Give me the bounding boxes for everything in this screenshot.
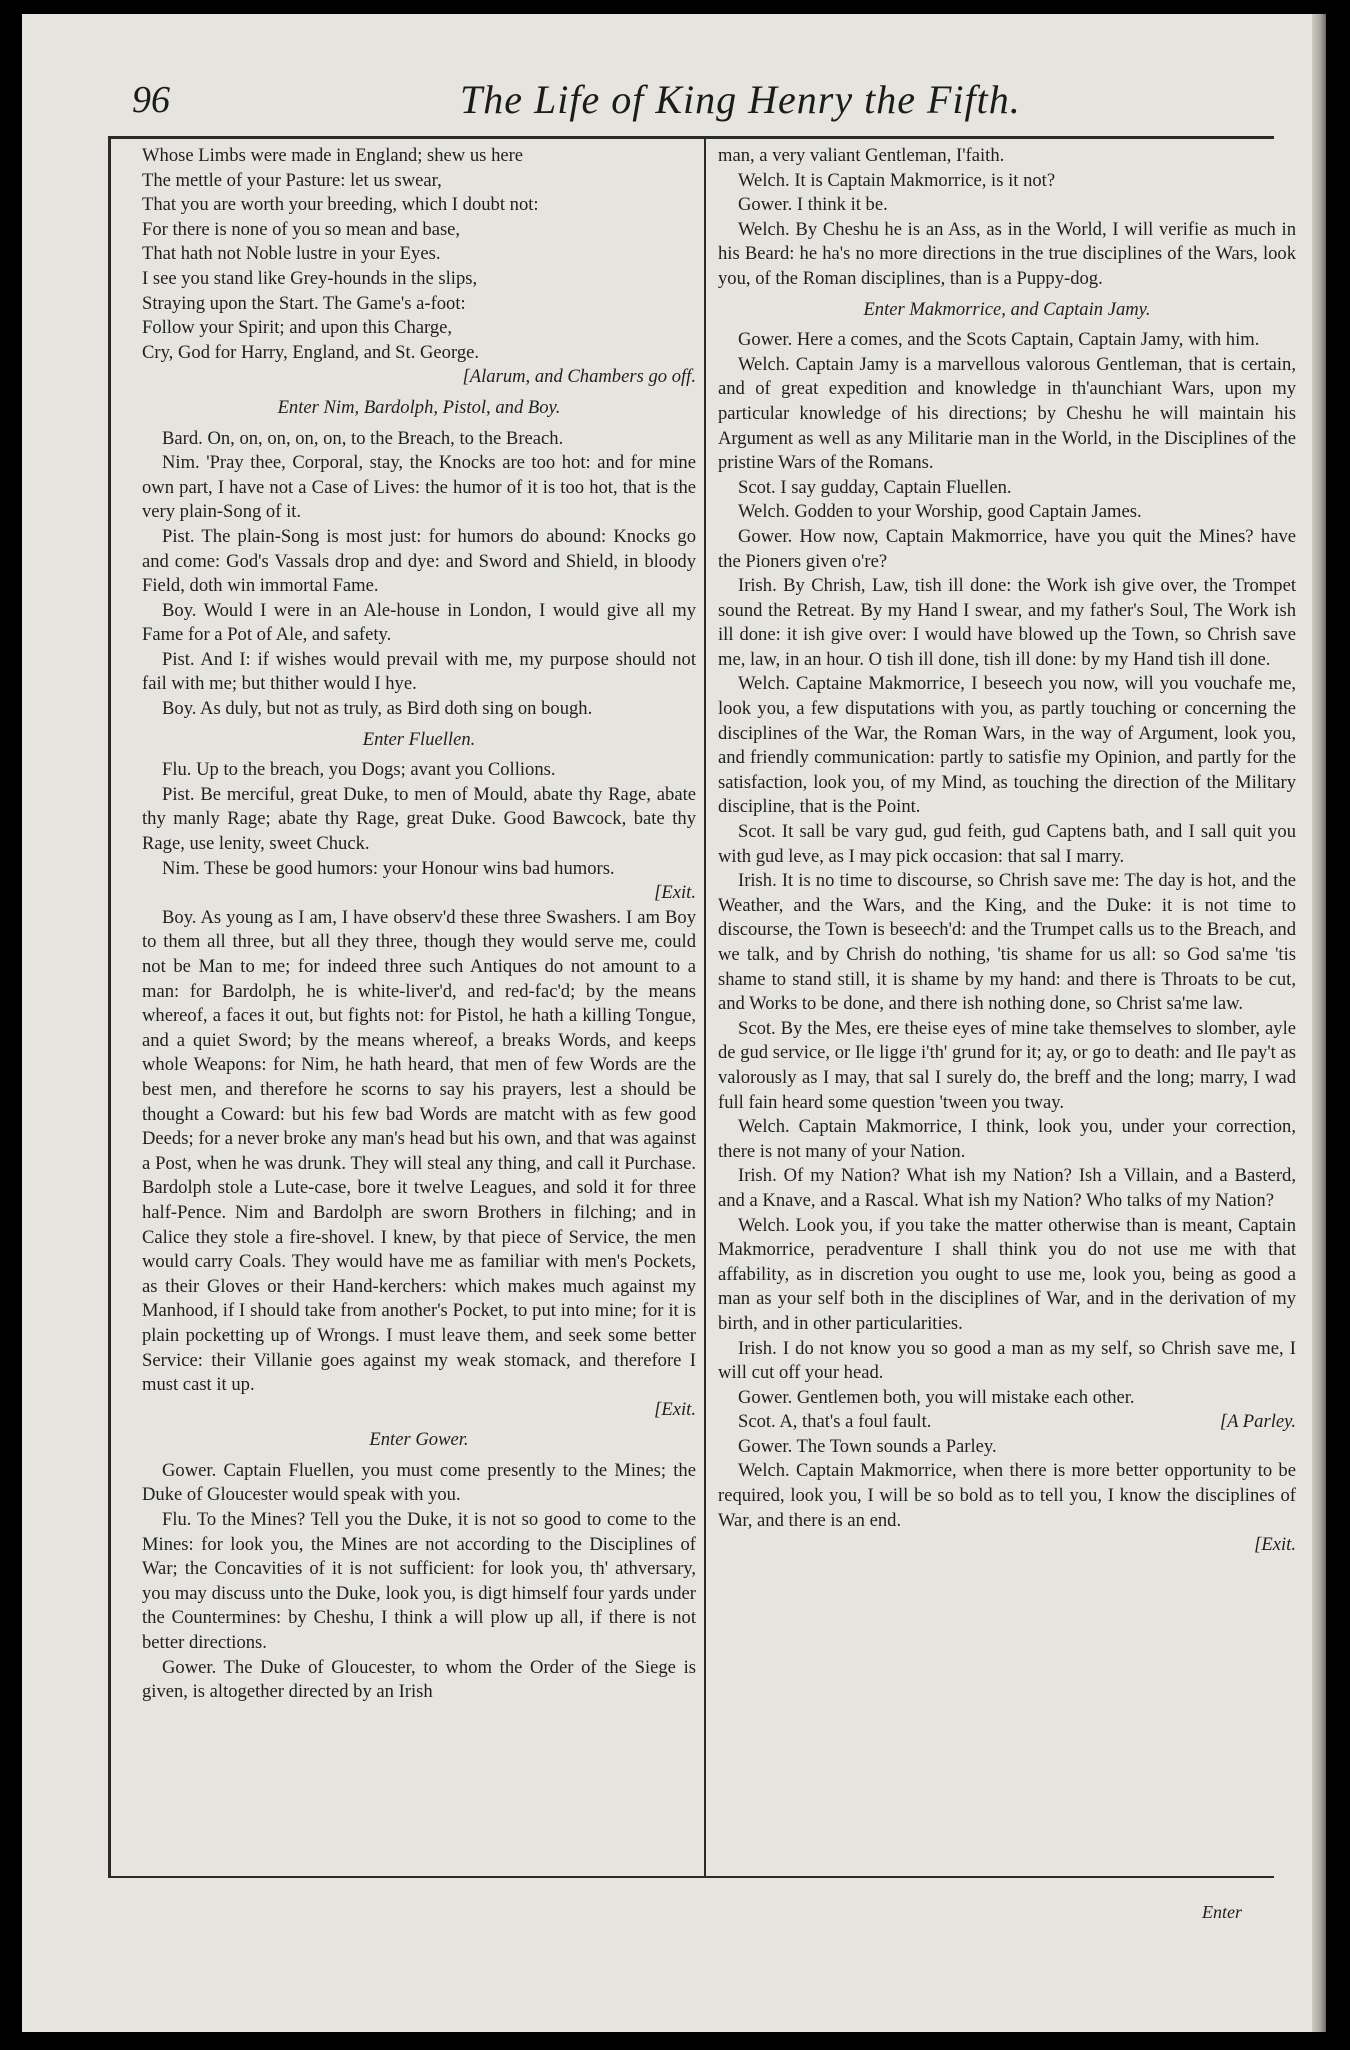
verse-line: That you are worth your breeding, which I doubt not: xyxy=(142,194,539,216)
verse-line: The mettle of your Pasture: let us swear, xyxy=(142,169,442,191)
page-number: 96 xyxy=(132,79,170,121)
speech: Irish. I do not know you so good a man as my self, so Chrish save me, I will cut off your head. xyxy=(718,1337,1296,1384)
top-rule xyxy=(108,136,1274,139)
left-rule xyxy=(108,136,111,1876)
verse-line: I see you stand like Grey-hounds in the slips, xyxy=(142,267,478,289)
verse-line: Whose Limbs were made in England; shew us here xyxy=(142,145,524,166)
speech: Gower. The Town sounds a Parley. xyxy=(738,1435,997,1457)
running-title: The Life of King Henry the Fifth. xyxy=(460,77,1021,122)
speech: Gower. Gentlemen both, you will mistake each other. xyxy=(738,1386,1135,1408)
verse-line: Cry, God for Harry, England, and St. George. xyxy=(142,341,480,363)
stage-direction: Enter Gower. xyxy=(369,1429,469,1451)
speech: Gower. The Duke of Gloucester, to whom the Order of the Siege is given, is altogether directed by an Irish xyxy=(142,1656,696,1703)
speech: Boy. As young as I am, I have observ'd these three Swashers. I am Boy to them all three, but all they three, though they would serve me, could not be Man to me; for indeed three such Antiques do not amount to a man: for Bardolph, he is white-liver'd, and red-fac'd; by the means whereof, a faces it out, but fights not: for Pistol, he hath a killing Tongue, and a quiet Sword; by the means whereof, a breaks Words, and keeps whole Weapons: for Nim, he hath heard, that men of few Words are the best men, and therefore he scorns to say his prayers, lest a should be thought a Coward: but his few bad Words are matcht with as few good Deeds; for a never broke any man's head but his own, and that was against a Post, when he was drunk. They will steal any thing, and call it Purchase. Bardolph stole a Lute-case, bore it twelve Leagues, and sold it for three half-Pence. Nim and Bardolph are sworn Brothers in filching; and in Calice they stole a fire-shovel. I knew, by that piece of Service, the men would carry Coals. They would have me as familiar with men's Pockets, as their Gloves or their Hand-kerchers: which makes much against my Manhood, if I should take from another's Pocket, to put into mine; for it is plain pocketting up of Wrongs. I must leave them, and seek some better Service: their Villanie goes against my weak stomack, and therefore I must cast it up. xyxy=(142,906,696,1396)
speech: Gower. How now, Captain Makmorrice, have you quit the Mines? have the Pioners given o're? xyxy=(718,525,1296,572)
speech: Nim. 'Pray thee, Corporal, stay, the Knocks are too hot: and for mine own part, I have not a Case of Lives: the humor of it is too hot, that is the very plain-Song of it. xyxy=(142,452,696,523)
speech xyxy=(718,1410,1296,1435)
catchword: Enter xyxy=(1202,1902,1242,1922)
speech: Welch. Look you, if you take the matter otherwise than is meant, Captain Makmorrice, peradventure I shall think you do not use me with that affability, as in discretion you ought to use me, look you, being as good a man as your self both in the disciplines of War, and in the derivation of my birth, and in other particularities. xyxy=(718,1214,1296,1334)
speech: Pist. And I: if wishes would prevail with me, my purpose should not fail with me; but thither would I hye. xyxy=(142,648,696,695)
speech: man, a very valiant Gentleman, I'faith. xyxy=(718,145,1005,166)
right-column xyxy=(718,144,1296,1842)
stage-direction: Enter Nim, Bardolph, Pistol, and Boy. xyxy=(277,396,561,418)
speech: Welch. By Cheshu he is an Ass, as in the World, I will verifie as much in his Beard: he ha's no more directions in the true disciplines of the Wars, look you, of the Roman disciplines, than is a Puppy-dog. xyxy=(718,218,1296,289)
speech: Irish. It is no time to discourse, so Chrish save me: The day is hot, and the Weather, and the Wars, and the King, and the Duke: it is not time to discourse, the Town is beseech'd: and the Trumpet calls us to the Breach, and we talk, and by Chrish do nothing, 'tis shame for us all: so God sa'me 'tis shame to stand still, it is shame by my hand: and there is Throats to be cut, and Works to be done, and there ish nothing done, so Christ sa'me law. xyxy=(718,870,1296,1015)
stage-direction: [Exit. xyxy=(654,1398,696,1420)
speech: Gower. Here a comes, and the Scots Captain, Captain Jamy, with him. xyxy=(738,329,1260,351)
speech: Gower. Captain Fluellen, you must come presently to the Mines; the Duke of Gloucester would speak with you. xyxy=(142,1459,696,1506)
speech: Pist. Be merciful, great Duke, to men of Mould, abate thy Rage, abate thy manly Rage; abate thy Rage, great Duke. Good Bawcock, bate thy Rage, use lenity, sweet Chuck. xyxy=(142,783,696,855)
verse-line: That hath not Noble lustre in your Eyes. xyxy=(142,243,441,265)
speech: Welch. Godden to your Worship, good Captain James. xyxy=(738,501,1142,523)
speech: Gower. I think it be. xyxy=(738,194,888,216)
verse-line: For there is none of you so mean and base, xyxy=(142,218,461,240)
page-edge xyxy=(1312,14,1326,2032)
left-column xyxy=(142,144,696,1842)
stage-direction: [Exit. xyxy=(1254,1534,1296,1556)
stage-direction: Enter Makmorrice, and Captain Jamy. xyxy=(863,298,1151,320)
speech: Welch. Captain Makmorrice, when there is more better opportunity to be required, look you, I will be so bold as to tell you, I know the disciplines of War, and there is an end. xyxy=(718,1460,1296,1531)
speech: Irish. By Chrish, Law, tish ill done: the Work ish give over, the Trompet sound the Retreat. By my Hand I swear, and my father's Soul, The Work ish ill done: it ish give over: I would have blowed up the Town, so Chrish save me, law, in an hour. O tish ill done, tish ill done: by my Hand tish ill done. xyxy=(718,575,1296,670)
speech: Scot. By the Mes, ere theise eyes of mine take themselves to slomber, ayle de gud service, or Ile ligge i'th' grund for it; ay, or go to death: and Ile pay't as valorously as I may, that sal I surely do, the breff and the long; marry, I wad full fain heard some question 'tween you tway. xyxy=(718,1017,1296,1113)
column-divider xyxy=(704,136,706,1876)
verse-line: Follow your Spirit; and upon this Charge, xyxy=(142,317,453,339)
bottom-rule xyxy=(108,1876,1274,1878)
speech: Welch. Captaine Makmorrice, I beseech you now, will you vouchafe me, look you, a few disputations with you, as partly touching or concerning the disciplines of the War, the Roman Wars, in the way of Argument, look you, and friendly communication: partly to satisfie my Opinion, and partly for the satisfaction, look you, of my Mind, as touching the direction of the Military discipline, that is the Point. xyxy=(718,673,1296,818)
stage-direction: [A Parley. xyxy=(1219,1411,1296,1433)
speech: Flu. Up to the breach, you Dogs; avant you Collions. xyxy=(162,759,556,781)
speech: Bard. On, on, on, on, on, to the Breach, to the Breach. xyxy=(162,427,564,449)
speech-text: Scot. A, that's a foul fault. xyxy=(738,1411,932,1433)
stage-direction: Enter Fluellen. xyxy=(362,728,476,750)
speech: Boy. As duly, but not as truly, as Bird doth sing on bough. xyxy=(162,698,593,720)
speech: Nim. These be good humors: your Honour wins bad humors. xyxy=(162,857,615,879)
speech: Welch. Captain Jamy is a marvellous valorous Gentleman, that is certain, and of great expedition and knowledge in th'aunchiant Wars, upon my particular knowledge of his directions; by Cheshu he will maintain his Argument as well as any Militarie man in the World, in the Disciplines of the pristine Wars of the Romans. xyxy=(718,353,1296,474)
stage-direction: [Exit. xyxy=(654,882,696,904)
stage-direction: [Alarum, and Chambers go off. xyxy=(462,366,696,388)
book-page xyxy=(22,14,1326,2032)
speech: Welch. It is Captain Makmorrice, is it not? xyxy=(738,169,1056,191)
speech: Scot. It sall be vary gud, gud feith, gud Captens bath, and I sall quit you with gud leve, as I may pick occasion: that sal I marry. xyxy=(718,821,1296,867)
speech: Scot. I say gudday, Captain Fluellen. xyxy=(738,476,1012,498)
speech: Pist. The plain-Song is most just: for humors do abound: Knocks go and come: God's Vassals drop and dye: and Sword and Shield, in bloody Field, doth win immortal Fame. xyxy=(142,525,696,597)
speech: Irish. Of my Nation? What ish my Nation? Ish a Villain, and a Basterd, and a Knave, and a Rascal. What ish my Nation? Who talks of my Nation? xyxy=(718,1165,1296,1211)
verse-line: Straying upon the Start. The Game's a-foot: xyxy=(142,292,466,314)
speech: Boy. Would I were in an Ale-house in London, I would give all my Fame for a Pot of Ale, and safety. xyxy=(142,599,696,646)
speech: Flu. To the Mines? Tell you the Duke, it is not so good to come to the Mines: for look you, the Mines are not according to the Disciplines of War; the Concavities of it is not sufficient: for look you, th' athversary, you may discuss unto the Duke, look you, is digt himself four yards under the Countermines: by Cheshu, I think a will plow up all, if there is not better directions. xyxy=(142,1509,696,1654)
speech: Welch. Captain Makmorrice, I think, look you, under your correction, there is not many of your Nation. xyxy=(718,1116,1296,1162)
